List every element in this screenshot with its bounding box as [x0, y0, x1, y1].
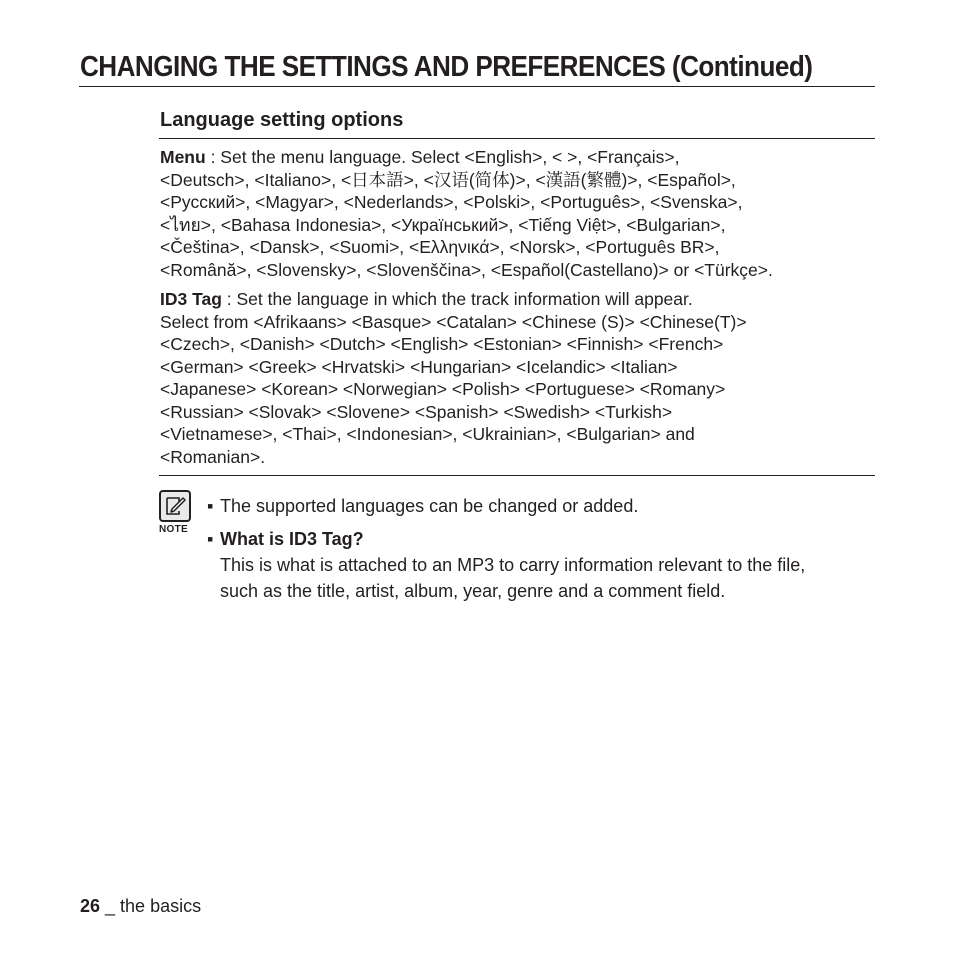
footer-section-label: _ the basics — [100, 896, 202, 916]
section-top-divider — [159, 138, 875, 139]
note-item-id3-definition — [207, 526, 872, 604]
title-divider — [79, 86, 875, 87]
menu-line-4: <ไทย>, <Bahasa Indonesia>, <Український>, <Tiếng Việt>, <Bulgarian>, — [160, 214, 726, 235]
menu-line-6: <Română>, <Slovensky>, <Slovenščina>, <Español(Castellano)> or <Türkçe>. — [160, 259, 773, 280]
note-desc-line-2: such as the title, artist, album, year, genre and a comment field. — [220, 581, 726, 601]
note-item-title: What is ID3 Tag? — [220, 529, 364, 549]
id3-line-5: <Japanese> <Korean> <Norwegian> <Polish> <Portuguese> <Romany> — [160, 379, 726, 399]
note-item-text: The supported languages can be changed or added. — [220, 496, 639, 516]
id3-tag-description — [160, 288, 872, 468]
menu-line-3: <Русский>, <Magyar>, <Nederlands>, <Polski>, <Português>, <Svenska>, — [160, 192, 743, 212]
note-item-title-row — [207, 526, 872, 552]
note-pencil-icon — [159, 490, 191, 522]
id3-text: : Set the language in which the track information will appear. — [221, 289, 693, 309]
menu-language-description — [160, 146, 872, 281]
id3-line-6: <Russian> <Slovak> <Slovene> <Spanish> <Swedish> <Turkish> — [160, 401, 673, 422]
page-footer — [80, 894, 201, 918]
menu-line-1 — [160, 146, 872, 169]
page-number: 26 — [80, 896, 101, 916]
section-heading: Language setting options — [160, 109, 404, 131]
id3-line-1 — [160, 288, 872, 311]
note-desc-line-1: This is what is attached to an MP3 to carry information relevant to the file, — [220, 555, 806, 575]
bullet-icon: ▪ — [207, 496, 214, 516]
bullet-icon: ▪ — [207, 529, 214, 549]
note-icon-group — [159, 490, 191, 534]
menu-text: : Set the menu language. Select <English>, < >, <Français>, — [205, 147, 680, 167]
id3-line-8: <Romanian>. — [160, 446, 266, 467]
note-label: NOTE — [159, 524, 188, 535]
id3-line-2: Select from <Afrikaans> <Basque> <Catalan> <Chinese (S)> <Chinese(T)> — [160, 311, 747, 332]
id3-line-4: <German> <Greek> <Hrvatski> <Hungarian> <Icelandic> <Italian> — [160, 356, 678, 377]
menu-label: Menu — [160, 147, 206, 167]
id3-line-7: <Vietnamese>, <Thai>, <Indonesian>, <Ukrainian>, <Bulgarian> and — [160, 424, 695, 444]
menu-line-5: <Čeština>, <Dansk>, <Suomi>, <Ελληνικά>, <Norsk>, <Português BR>, — [160, 237, 720, 257]
note-item-description — [207, 552, 872, 604]
menu-line-2: <Deutsch>, <Italiano>, <日本語>, <汉语(简体)>, <漢語(繁體)>, <Español>, — [160, 169, 736, 190]
id3-line-3: <Czech>, <Danish> <Dutch> <English> <Estonian> <Finnish> <French> — [160, 334, 724, 354]
id3-label: ID3 Tag — [160, 289, 222, 309]
note-item-supported-languages — [207, 493, 872, 519]
page-title: CHANGING THE SETTINGS AND PREFERENCES (Continued) — [80, 51, 813, 83]
section-bottom-divider — [159, 475, 875, 476]
